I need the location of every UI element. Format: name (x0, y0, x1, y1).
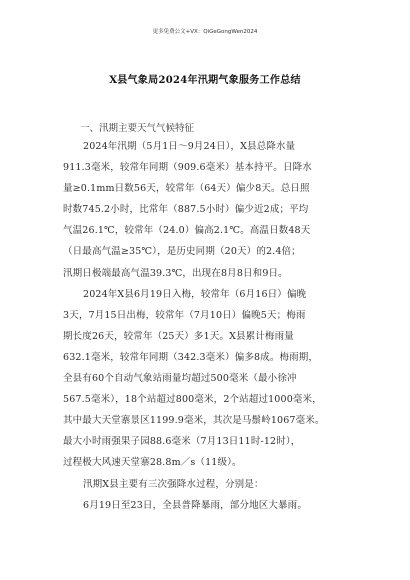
header-note: 更多免费公文+VX：QiGeGongWen2024 (152, 29, 258, 35)
text-line: 量≥0.1mm日数56天，较常年（64天）偏少8天。总日照 (63, 183, 310, 195)
text-line: 3天，7月15日出梅，较常年（7月10日）偏晚5天；梅雨 (63, 309, 306, 321)
document-title: X县气象局2024年汛期气象服务工作总结 (109, 75, 301, 86)
text-line: 最大小时雨强果子园88.6毫米（7月13日11时-12时）， (63, 436, 301, 448)
text-line: 过程极大风速天堂寨28.8m／s（11级）。 (63, 457, 242, 469)
text-line: 时数745.2小时，比常年（887.5小时）偏少近2成；平均 (63, 204, 309, 216)
text-line: 567.5毫米），18个站超过800毫米，2个站超过1000毫米， (63, 394, 322, 406)
section-heading: 一、汛期主要天气气候特征 (80, 123, 195, 134)
text-line: 汛期日极端最高气温39.3℃，出现在8月8日和9日。 (63, 267, 288, 279)
text-line: 其中最大天堂寨景区1199.9毫米，其次是马鬃岭1067毫米。 (63, 415, 325, 427)
text-line: 全县有60个自动气象站雨量均超过500毫米（最小徐冲 (63, 373, 297, 385)
text-line: 汛期X县主要有三次强降水过程，分别是： (83, 478, 264, 490)
text-line: 6月19日至23日，全县普降暴雨，部分地区大暴雨。 (83, 499, 307, 511)
text-line: 911.3毫米，较常年同期（909.6毫米）基本持平。日降水 (63, 162, 312, 174)
text-line: 2024年汛期（5月1日～9月24日），X县总降水量 (83, 141, 296, 152)
text-line: （日最高气温≥35℃），是历史同期（20天）的2.4倍； (63, 246, 301, 258)
text-line: 气温26.1℃，较常年（24.0）偏高2.1℃。高温日数48天 (63, 225, 311, 237)
text-line: 632.1毫米，较常年同期（342.3毫米）偏多8成。梅雨期， (63, 351, 319, 363)
text-line: 期长度26天，较常年（25天）多1天。X县累计梅雨量 (63, 330, 294, 342)
body-text (63, 136, 353, 516)
text-line: 2024年X县6月19日入梅，较常年（6月16日）偏晚 (83, 288, 307, 300)
